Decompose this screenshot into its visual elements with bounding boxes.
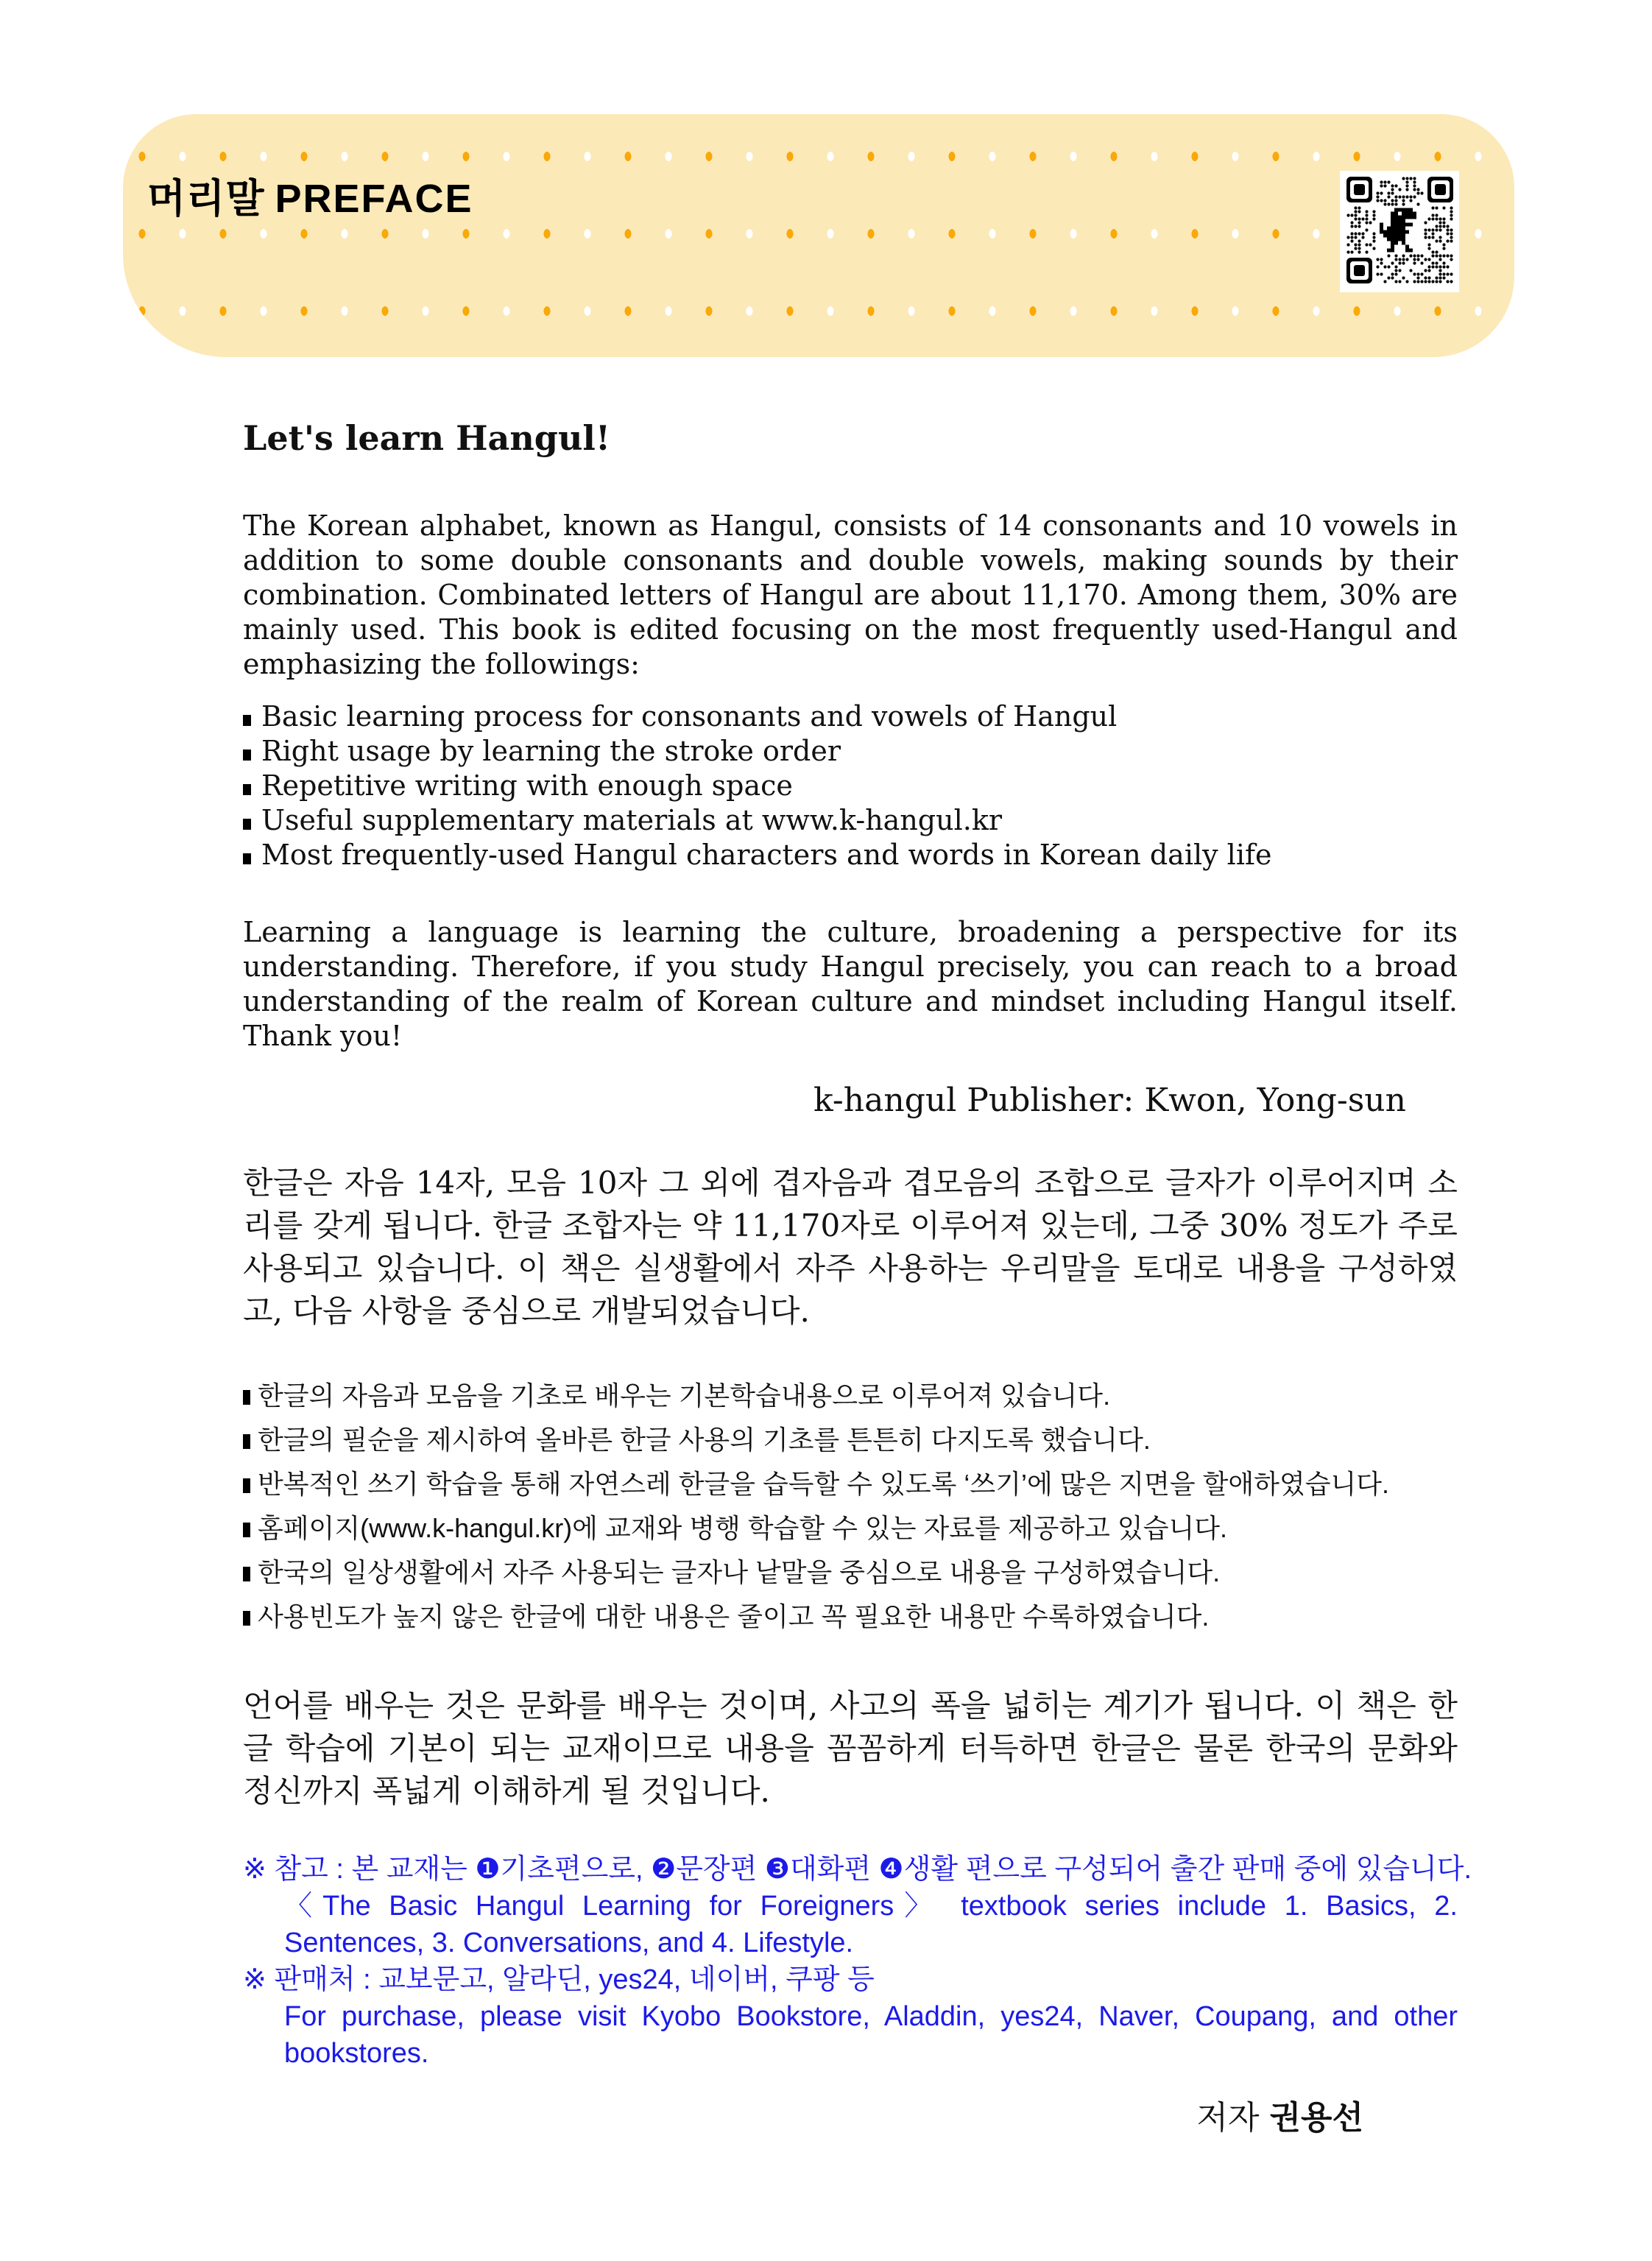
note-reference-korean: ※ 참고 : 본 교재는 ❶기초편으로, ❷문장편 ❸대화편 ❹생활 편으로 구성되어 출간 판매 중에 있습니다. — [243, 1854, 1472, 1886]
list-item-text: Repetitive writing with enough space — [261, 769, 793, 803]
bullet-square-icon — [243, 749, 251, 761]
author-line — [243, 2091, 1458, 2138]
list-item — [243, 838, 1458, 872]
bullet-square-icon — [243, 715, 251, 726]
preface-banner — [123, 114, 1514, 357]
list-item — [243, 803, 1458, 838]
list-item — [243, 1512, 1458, 1545]
korean-paragraph-1: 한글은 자음 14자, 모음 10자 그 외에 겹자음과 겹모음의 조합으로 글자가 이루어지며 소리를 갖게 됩니다. 한글 조합자는 약 11,170자로 이루어져 있는데, 그중 30% 정도가 주로 사용되고 있습니다. 이 책은 실생활에서 자주 사용하는 우리말을 토대로 내용을 구성하였고, 다음 사항을 중심으로 개발되었습니다. — [243, 1165, 1458, 1330]
page-title-korean: 머리말 — [147, 177, 265, 221]
qr-code — [1340, 171, 1459, 292]
page-title-english: PREFACE — [275, 177, 473, 221]
publisher-line: k-hangul Publisher: Kwon, Yong-sun — [813, 1082, 1406, 1120]
bullet-square-icon — [243, 819, 251, 830]
list-item-text: Basic learning process for consonants and vowels of Hangul — [261, 700, 1118, 733]
korean-paragraph-2: 언어를 배우는 것은 문화를 배우는 것이며, 사고의 폭을 넓히는 계기가 됩니다. 이 책은 한글 학습에 기본이 되는 교재이므로 내용을 꼼꼼하게 터득하면 한글은 물론 한국의 문화와 정신까지 폭넓게 이해하게 될 것입니다. — [243, 1687, 1458, 1810]
bullet-square-icon — [243, 1390, 250, 1405]
bullet-square-icon — [243, 1611, 250, 1626]
bullet-square-icon — [243, 853, 251, 864]
bullet-square-icon — [243, 784, 251, 795]
author-name: 권용선 — [1269, 2099, 1363, 2137]
qr-code-icon — [1346, 177, 1453, 287]
section-heading: Let's learn Hangul! — [243, 418, 611, 458]
list-item-text: 홈페이지(www.k-hangul.kr)에 교재와 병행 학습할 수 있는 자료를 제공하고 있습니다. — [258, 1513, 1228, 1544]
bullet-square-icon — [243, 1567, 250, 1581]
page-title — [147, 167, 473, 224]
list-item — [243, 1556, 1458, 1589]
list-item — [243, 1380, 1458, 1412]
notes-section — [243, 1851, 1472, 2072]
english-paragraph-1: The Korean alphabet, known as Hangul, consists of 14 consonants and 10 vowels in addition to some double consonants and double vowels, making sounds by their combination. Combinated letters of Hangul are about 11,170. Among them, 30% are mainly used. This book is edited focusing on the most frequently used-Hangul and emphasizing the followings: — [243, 509, 1458, 681]
preface-content — [243, 418, 1472, 2170]
korean-bullet-list — [243, 1380, 1458, 1633]
bullet-square-icon — [243, 1478, 250, 1493]
list-item-text: Right usage by learning the stroke order — [261, 735, 841, 768]
list-item-text: 한글의 필순을 제시하여 올바른 한글 사용의 기초를 튼튼히 다지도록 했습니다. — [258, 1425, 1151, 1456]
list-item — [243, 769, 1458, 803]
bullet-square-icon — [243, 1434, 250, 1449]
bullet-square-icon — [243, 1523, 250, 1537]
list-item-text: 반복적인 쓰기 학습을 통해 자연스레 한글을 습득할 수 있도록 ‘쓰기’에 많은 지면을 할애하였습니다. — [258, 1469, 1390, 1500]
note-purchase-korean: ※ 판매처 : 교보문고, 알라딘, yes24, 네이버, 쿠팡 등 — [243, 1964, 875, 1996]
list-item-text: 한국의 일상생활에서 자주 사용되는 글자나 낱말을 중심으로 내용을 구성하였습니다. — [258, 1557, 1221, 1588]
list-item — [243, 734, 1458, 769]
list-item — [243, 1468, 1458, 1500]
author-label: 저자 — [1196, 2099, 1260, 2137]
list-item-text: 사용빈도가 높지 않은 한글에 대한 내용은 줄이고 꼭 필요한 내용만 수록하였습니다. — [258, 1601, 1210, 1632]
list-item — [243, 1424, 1458, 1456]
note-reference-english: 〈The Basic Hangul Learning for Foreigners〉 textbook series include 1. Basics, 2. Sentences, 3. Conversations, and 4. Lifestyle. — [284, 1891, 1458, 1959]
list-item-text: Useful supplementary materials at www.k-hangul.kr — [261, 804, 1003, 837]
list-item-text: Most frequently-used Hangul characters and words in Korean daily life — [261, 839, 1272, 872]
list-item — [243, 1601, 1458, 1633]
list-item-text: 한글의 자음과 모음을 기초로 배우는 기본학습내용으로 이루어져 있습니다. — [258, 1380, 1111, 1411]
english-bullet-list — [243, 699, 1458, 872]
list-item — [243, 699, 1458, 734]
note-purchase-english: For purchase, please visit Kyobo Bookstore, Aladdin, yes24, Naver, Coupang, and other bookstores. — [284, 2001, 1458, 2070]
english-paragraph-2: Learning a language is learning the culture, broadening a perspective for its understanding. Therefore, if you study Hangul precisely, you can reach to a broad understanding of the realm of Korean culture and mindset including Hangul itself. Thank you! — [243, 916, 1458, 1053]
